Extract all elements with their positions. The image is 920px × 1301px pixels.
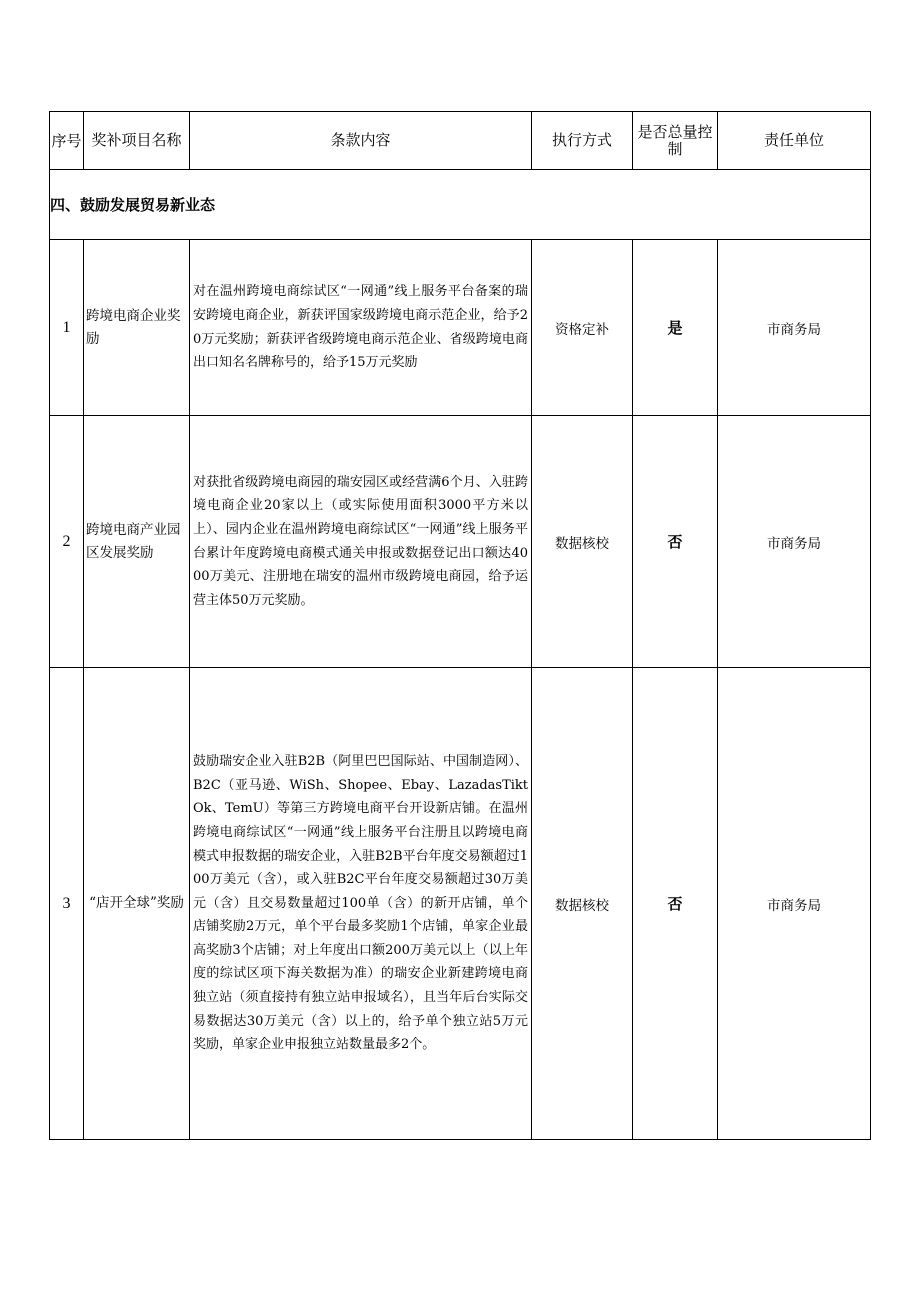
row-content: 对获批省级跨境电商园的瑞安园区或经营满6个月、入驻跨境电商企业20家以上（或实际使用面积3000平方米以上）、园内企业在温州跨境电商综试区“一网通”线上服务平台累计年度跨境电商模式通关申报或数据登记出口额达4000万美元、注册地在瑞安的温州市级跨境电商园，给予运营主体50万元奖励。 <box>190 416 532 668</box>
row-unit: 市商务局 <box>718 668 871 1140</box>
table-header-row <box>50 112 871 170</box>
row-ctrl: 否 <box>633 416 718 668</box>
row-num: 3 <box>50 668 84 1140</box>
incentive-policy-table <box>49 111 871 1140</box>
header-exec: 执行方式 <box>532 112 633 170</box>
section-row <box>50 170 871 240</box>
row-ctrl: 否 <box>633 668 718 1140</box>
row-name: 跨境电商产业园区发展奖励 <box>84 416 190 668</box>
table-row <box>50 416 871 668</box>
row-name: 跨境电商企业奖励 <box>84 240 190 416</box>
row-content: 对在温州跨境电商综试区“一网通”线上服务平台备案的瑞安跨境电商企业，新获评国家级跨境电商示范企业，给予20万元奖励；新获评省级跨境电商示范企业、省级跨境电商出口知名名牌称号的，给予15万元奖励 <box>190 240 532 416</box>
header-ctrl: 是否总量控制 <box>633 112 718 170</box>
header-seq: 序号 <box>50 112 84 170</box>
table-row <box>50 668 871 1140</box>
header-unit: 责任单位 <box>718 112 871 170</box>
row-exec: 数据核校 <box>532 668 633 1140</box>
row-unit: 市商务局 <box>718 240 871 416</box>
row-num: 2 <box>50 416 84 668</box>
row-ctrl: 是 <box>633 240 718 416</box>
row-exec: 资格定补 <box>532 240 633 416</box>
table-row <box>50 240 871 416</box>
row-exec: 数据核校 <box>532 416 633 668</box>
header-content: 条款内容 <box>190 112 532 170</box>
row-num: 1 <box>50 240 84 416</box>
header-name: 奖补项目名称 <box>84 112 190 170</box>
section-title: 四、鼓励发展贸易新业态 <box>50 170 871 240</box>
row-name: “店开全球”奖励 <box>84 668 190 1140</box>
row-content: 鼓励瑞安企业入驻B2B（阿里巴巴国际站、中国制造网）、B2C（亚马逊、WiSh、Shopee、Ebay、LazadasTiktOk、TemU）等第三方跨境电商平台开设新店铺。在温州跨境电商综试区“一网通”线上服务平台注册且以跨境电商模式申报数据的瑞安企业，入驻B2B平台年度交易额超过100万美元（含），或入驻B2C平台年度交易额超过30万美元（含）且交易数量超过100单（含）的新开店铺，单个店铺奖励2万元，单个平台最多奖励1个店铺，单家企业最高奖励3个店铺；对上年度出口额200万美元以上（以上年度的综试区项下海关数据为准）的瑞安企业新建跨境电商独立站（须直接持有独立站申报域名），且当年后台实际交易数据达30万美元（含）以上的，给予单个独立站5万元奖励，单家企业申报独立站数量最多2个。 <box>190 668 532 1140</box>
row-unit: 市商务局 <box>718 416 871 668</box>
